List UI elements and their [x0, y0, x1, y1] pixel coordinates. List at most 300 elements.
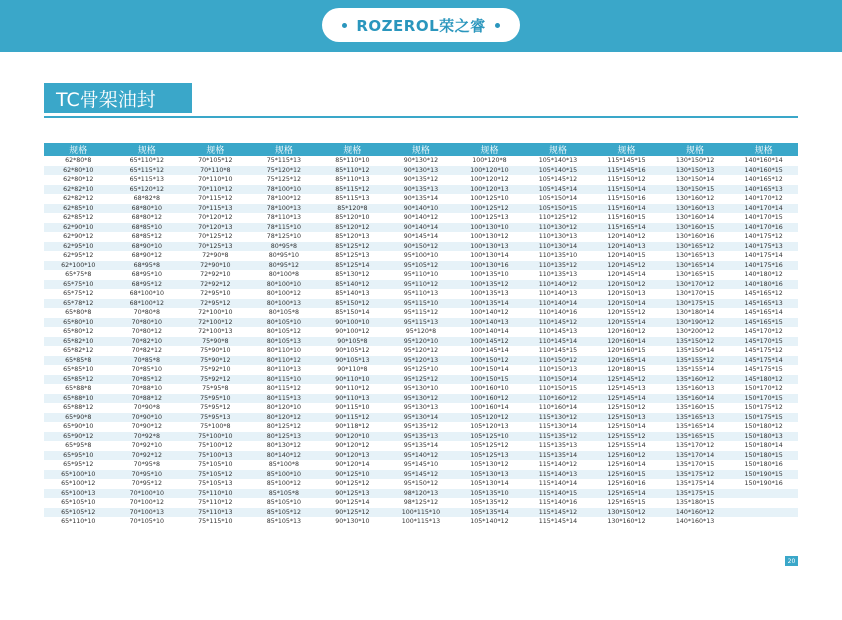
table-cell: 90*140*12 [403, 214, 439, 221]
table-cell: 85*125*12 [318, 242, 387, 252]
table-cell: 65*80*10 [44, 318, 113, 328]
table-cell: 120*165*14 [592, 356, 661, 366]
table-cell: 80*125*13 [250, 432, 319, 442]
table-cell: 110*145*12 [524, 318, 593, 328]
table-cell: 125*160*16 [607, 480, 646, 487]
table-cell: 90*125*10 [318, 470, 387, 480]
table-cell: 75*100*13 [181, 451, 250, 461]
table-cell: 110*140*14 [524, 299, 593, 309]
table-cell: 135*160*14 [661, 394, 730, 404]
table-cell: 68*95*8 [113, 261, 182, 271]
table-cell: 85*150*12 [318, 299, 387, 309]
table-cell: 105*125*12 [470, 442, 509, 449]
table-cell: 95*115*10 [387, 299, 456, 309]
table-cell: 70*92*10 [131, 442, 162, 449]
table-cell: 120*155*12 [607, 309, 646, 316]
table-cell: 130*200*12 [675, 328, 715, 335]
table-cell: 140*160*14 [744, 157, 783, 164]
table-cell: 65*110*12 [129, 157, 164, 164]
table-row [44, 460, 798, 470]
table-cell: 130*150*14 [675, 176, 715, 183]
table-cell: 95*120*13 [387, 356, 456, 366]
table-cell: 130*165*14 [661, 261, 730, 271]
table-cell: 80*110*13 [266, 366, 302, 373]
table-cell: 105*145*12 [538, 176, 578, 183]
table-cell: 110*150*13 [538, 366, 578, 373]
column-header: 规格 [592, 143, 661, 156]
table-cell: 70*105*12 [198, 157, 233, 164]
table-cell: 90*110*13 [318, 394, 387, 404]
table-cell: 110*150*15 [538, 385, 578, 392]
table-cell: 90*125*12 [335, 480, 370, 487]
table-cell: 115*140*16 [538, 499, 578, 506]
table-cell: 90*125*12 [318, 508, 387, 518]
table-row [44, 156, 798, 166]
table-row [44, 394, 798, 404]
table-cell: 65*88*8 [65, 385, 92, 392]
table-cell: 78*110*13 [266, 214, 302, 221]
table-cell: 135*175*15 [661, 489, 730, 499]
table-cell: 62*82*10 [44, 185, 113, 195]
table-cell: 100*140*13 [455, 318, 524, 328]
table-row [44, 498, 798, 508]
table-cell: 145*170*12 [744, 328, 783, 335]
table-cell: 70*80*10 [113, 318, 182, 328]
table-cell: 80*100*13 [250, 299, 319, 309]
table-cell: 115*140*15 [524, 489, 593, 499]
column-header: 规格 [318, 143, 387, 156]
table-cell [729, 489, 798, 499]
table-cell: 90*150*12 [387, 242, 456, 252]
table-row [44, 327, 798, 337]
table-cell: 125*155*12 [592, 432, 661, 442]
table-cell: 145*175*12 [744, 347, 783, 354]
table-row [44, 204, 798, 214]
table-cell: 85*120*12 [318, 223, 387, 233]
table-cell: 150*190*15 [729, 470, 798, 480]
table-cell: 80*100*8 [268, 271, 300, 278]
table-cell: 100*120*10 [455, 166, 524, 176]
table-row [44, 413, 798, 423]
column-header: 规格 [250, 143, 319, 156]
table-cell: 90*140*10 [387, 204, 456, 214]
table-cell: 135*165*13 [661, 413, 730, 423]
table-cell: 85*150*14 [335, 309, 370, 316]
table-cell: 78*125*10 [266, 233, 302, 240]
table-cell: 85*140*13 [335, 290, 370, 297]
table-cell: 115*145*16 [592, 166, 661, 176]
table-cell: 90*118*12 [335, 423, 370, 430]
column-header: 规格 [44, 143, 113, 156]
table-row [44, 375, 798, 385]
table-cell: 100*145*12 [455, 337, 524, 347]
table-cell: 70*85*10 [131, 366, 162, 373]
table-cell: 70*90*10 [113, 413, 182, 423]
table-cell: 115*150*12 [607, 176, 646, 183]
table-cell: 100*140*14 [470, 328, 509, 335]
table-cell: 110*130*13 [538, 233, 578, 240]
table-row [44, 403, 798, 413]
table-row [44, 451, 798, 461]
table-cell: 140*165*12 [744, 176, 783, 183]
table-cell: 65*120*12 [113, 185, 182, 195]
table-cell: 75*100*8 [200, 423, 231, 430]
table-cell: 110*140*16 [538, 309, 578, 316]
table-cell: 85*100*12 [266, 480, 302, 487]
table-cell: 100*130*12 [470, 233, 509, 240]
table-cell: 100*125*13 [470, 214, 509, 221]
table-cell: 65*82*10 [44, 337, 113, 347]
table-cell: 130*165*13 [675, 252, 715, 259]
table-cell: 100*125*10 [470, 195, 509, 202]
table-cell: 85*105*10 [266, 499, 302, 506]
table-cell: 125*160*15 [592, 470, 661, 480]
table-cell: 105*125*13 [455, 451, 524, 461]
table-cell: 145*165*15 [729, 318, 798, 328]
table-row [44, 337, 798, 347]
table-row [44, 365, 798, 375]
table-cell: 140*160*15 [729, 166, 798, 176]
column-header: 规格 [387, 143, 456, 156]
table-row [44, 470, 798, 480]
table-cell: 90*145*14 [403, 233, 439, 240]
table-cell: 150*180*13 [729, 432, 798, 442]
table-cell: 100*125*12 [455, 204, 524, 214]
table-cell: 70*95*12 [131, 480, 162, 487]
table-cell: 70*92*8 [113, 432, 182, 442]
table-cell: 68*85*10 [113, 223, 182, 233]
table-cell: 72*92*10 [200, 271, 231, 278]
table-cell: 145*175*14 [729, 356, 798, 366]
table-cell: 75*115*13 [266, 157, 302, 164]
table-cell: 80*120*10 [266, 404, 302, 411]
table-cell: 135*165*15 [661, 432, 730, 442]
table-cell: 140*160*13 [675, 518, 715, 525]
table-cell: 80*125*12 [266, 423, 302, 430]
table-cell: 90*130*10 [335, 518, 370, 525]
table-cell: 70*88*12 [113, 394, 182, 404]
table-cell: 95*150*12 [403, 480, 439, 487]
table-cell: 62*80*12 [63, 176, 94, 183]
table-cell: 105*130*14 [470, 480, 509, 487]
table-cell: 130*160*13 [661, 204, 730, 214]
table-cell: 68*95*12 [113, 280, 182, 290]
table-cell: 65*115*12 [113, 166, 182, 176]
table-cell: 85*115*13 [335, 195, 370, 202]
table-cell: 145*180*12 [729, 375, 798, 385]
table-cell: 110*135*13 [538, 271, 578, 278]
table-cell: 80*95*12 [250, 261, 319, 271]
table-cell: 120*160*15 [607, 347, 646, 354]
table-cell: 95*130*10 [403, 385, 439, 392]
table-cell: 90*120*10 [318, 432, 387, 442]
table-cell: 70*100*13 [113, 508, 182, 518]
table-cell: 130*150*12 [675, 157, 715, 164]
table-cell: 72*100*13 [198, 328, 233, 335]
table-cell: 70*95*8 [133, 461, 160, 468]
table-cell: 150*180*12 [744, 423, 783, 430]
table-cell: 100*115*13 [401, 518, 441, 525]
table-cell: 115*145*12 [524, 508, 593, 518]
table-cell: 80*120*12 [250, 413, 319, 423]
table-cell: 90*120*12 [335, 442, 370, 449]
table-cell: 130*170*12 [661, 280, 730, 290]
table-cell: 62*82*12 [63, 195, 94, 202]
table-row [44, 289, 798, 299]
table-cell: 110*130*12 [524, 223, 593, 233]
table-cell: 105*150*14 [538, 195, 578, 202]
table-cell: 65*90*8 [44, 413, 113, 423]
table-cell: 105*150*15 [524, 204, 593, 214]
table-row [44, 223, 798, 233]
table-row [44, 175, 798, 185]
table-cell: 95*135*12 [403, 423, 439, 430]
table-cell: 100*135*12 [455, 280, 524, 290]
table-cell: 65*100*13 [44, 489, 113, 499]
table-cell: 135*180*15 [675, 499, 715, 506]
section-title-text: TC骨架油封 [56, 88, 156, 111]
table-cell: 135*155*12 [661, 356, 730, 366]
table-cell: 95*120*8 [405, 328, 437, 335]
table-cell: 100*130*10 [455, 223, 524, 233]
table-cell: 65*105*12 [44, 508, 113, 518]
table-cell: 70*115*12 [198, 195, 233, 202]
table-cell: 140*175*14 [744, 252, 783, 259]
table-cell: 65*95*8 [65, 442, 92, 449]
table-cell: 140*170*14 [729, 204, 798, 214]
table-cell: 115*140*14 [538, 480, 578, 487]
table-cell: 120*160*12 [607, 328, 646, 335]
table-cell: 80*140*12 [250, 451, 319, 461]
table-cell: 100*130*16 [455, 261, 524, 271]
table-cell: 98*125*12 [403, 499, 439, 506]
table-cell: 140*180*16 [729, 280, 798, 290]
column-header: 规格 [524, 143, 593, 156]
table-row [44, 356, 798, 366]
table-cell: 90*115*10 [335, 404, 370, 411]
bullet-dot-icon [342, 23, 347, 28]
table-row [44, 489, 798, 499]
table-cell: 135*150*14 [675, 347, 715, 354]
table-cell: 62*80*10 [44, 166, 113, 176]
table-cell: 70*90*12 [131, 423, 162, 430]
table-cell: 150*170*15 [729, 394, 798, 404]
table-cell: 140*175*16 [729, 261, 798, 271]
table-cell: 70*88*10 [131, 385, 162, 392]
table-cell: 68*90*12 [131, 252, 162, 259]
table-cell: 62*80*8 [65, 157, 92, 164]
table-cell: 70*95*10 [113, 470, 182, 480]
table-cell: 100*150*15 [455, 375, 524, 385]
table-cell: 95*130*13 [403, 404, 439, 411]
table-cell: 85*130*12 [335, 271, 370, 278]
table-cell: 65*80*12 [63, 328, 94, 335]
table-cell: 62*95*10 [44, 242, 113, 252]
table-row [44, 185, 798, 195]
table-cell: 70*120*12 [198, 214, 233, 221]
column-header: 规格 [113, 143, 182, 156]
table-cell: 62*85*12 [63, 214, 94, 221]
table-cell: 100*160*10 [470, 385, 509, 392]
table-row [44, 166, 798, 176]
table-row [44, 242, 798, 252]
table-cell: 115*145*15 [607, 157, 646, 164]
table-cell: 130*160*14 [675, 214, 715, 221]
table-cell: 90*110*8 [337, 366, 368, 373]
table-cell: 90*100*12 [335, 328, 370, 335]
table-cell: 65*90*12 [44, 432, 113, 442]
table-cell: 85*105*12 [250, 508, 319, 518]
table-cell: 115*150*14 [592, 185, 661, 195]
table-cell: 105*125*10 [455, 432, 524, 442]
table-cell: 110*135*12 [524, 261, 593, 271]
table-cell: 145*170*15 [729, 337, 798, 347]
table-cell: 95*120*12 [403, 347, 439, 354]
column-header: 规格 [181, 143, 250, 156]
table-cell: 90*120*13 [318, 451, 387, 461]
table-cell: 135*150*12 [661, 337, 730, 347]
table-cell: 70*110*12 [181, 185, 250, 195]
table-cell: 65*75*10 [44, 280, 113, 290]
table-cell: 65*95*12 [63, 461, 94, 468]
table-cell: 105*130*12 [470, 461, 509, 468]
table-cell: 145*165*14 [744, 309, 783, 316]
table-row [44, 517, 798, 527]
table-cell: 70*120*13 [181, 223, 250, 233]
table-row [44, 213, 798, 223]
table-cell: 95*110*12 [387, 280, 456, 290]
table-cell: 115*130*14 [538, 423, 578, 430]
table-cell: 110*150*12 [524, 356, 593, 366]
table-cell: 105*135*12 [470, 499, 509, 506]
table-cell: 110*145*14 [524, 337, 593, 347]
table-cell: 75*95*13 [181, 413, 250, 423]
table-cell: 140*165*13 [729, 185, 798, 195]
table-row [44, 270, 798, 280]
table-cell: 120*150*12 [592, 280, 661, 290]
table-cell: 80*105*10 [250, 318, 319, 328]
table-cell: 110*145*15 [538, 347, 578, 354]
table-cell: 115*130*12 [524, 413, 593, 423]
table-cell: 65*88*12 [63, 404, 94, 411]
table-cell: 90*125*14 [335, 499, 370, 506]
table-cell: 125*145*14 [592, 394, 661, 404]
table-cell: 62*95*12 [63, 252, 94, 259]
table-cell: 75*100*12 [198, 442, 233, 449]
table-row [44, 432, 798, 442]
table-cell: 85*100*8 [268, 461, 300, 468]
table-row [44, 384, 798, 394]
table-cell: 95*115*13 [387, 318, 456, 328]
table-cell: 100*150*12 [455, 356, 524, 366]
table-cell: 145*165*13 [729, 299, 798, 309]
table-cell: 115*145*14 [538, 518, 578, 525]
table-row [44, 318, 798, 328]
table-cell: 125*160*12 [592, 451, 661, 461]
table-cell: 105*120*12 [455, 413, 524, 423]
table-cell: 140*175*13 [729, 242, 798, 252]
table-cell: 70*125*13 [181, 242, 250, 252]
table-cell: 110*125*12 [538, 214, 578, 221]
table-cell: 135*175*14 [675, 480, 715, 487]
table-cell: 70*100*10 [113, 489, 182, 499]
table-cell: 130*165*15 [675, 271, 715, 278]
table-cell: 95*125*12 [387, 375, 456, 385]
table-cell: 80*130*12 [266, 442, 302, 449]
table-cell: 115*135*12 [524, 432, 593, 442]
table-cell: 95*125*10 [403, 366, 439, 373]
table-cell: 130*165*12 [661, 242, 730, 252]
table-cell: 105*120*13 [470, 423, 509, 430]
brand-pill [322, 8, 520, 42]
table-cell: 85*120*13 [335, 233, 370, 240]
table-cell: 68*85*12 [131, 233, 162, 240]
table-cell: 130*175*15 [661, 299, 730, 309]
table-cell: 115*160*15 [607, 214, 646, 221]
table-cell: 115*160*14 [592, 204, 661, 214]
table-cell: 65*115*13 [129, 176, 164, 183]
table-cell: 120*140*15 [607, 252, 646, 259]
table-row [44, 308, 798, 318]
table-cell: 68*95*10 [131, 271, 162, 278]
table-cell: 65*95*10 [44, 451, 113, 461]
table-cell: 140*160*12 [661, 508, 730, 518]
column-header: 规格 [661, 143, 730, 156]
table-cell: 95*115*12 [403, 309, 439, 316]
column-header: 规格 [729, 143, 798, 156]
table-cell: 72*100*12 [181, 318, 250, 328]
table-cell: 90*130*13 [387, 166, 456, 176]
table-cell: 115*140*12 [538, 461, 578, 468]
table-cell: 90*105*13 [318, 356, 387, 366]
table-cell [729, 498, 798, 508]
table-cell: 120*145*14 [607, 271, 646, 278]
table-cell: 78*100*13 [250, 204, 319, 214]
table-cell: 135*160*13 [675, 385, 715, 392]
table-cell: 120*155*14 [592, 318, 661, 328]
table-cell: 95*105*12 [387, 261, 456, 271]
table-cell: 115*165*14 [592, 223, 661, 233]
table-cell: 75*105*13 [198, 480, 233, 487]
table-cell: 110*140*12 [524, 280, 593, 290]
table-cell: 78*100*12 [266, 195, 302, 202]
table-cell: 130*180*14 [675, 309, 715, 316]
table-cell: 90*110*10 [318, 375, 387, 385]
table-row [44, 280, 798, 290]
table-cell: 115*135*13 [538, 442, 578, 449]
table-cell: 150*170*12 [744, 385, 783, 392]
table-cell: 85*110*10 [335, 157, 370, 164]
table-cell [729, 517, 798, 527]
table-cell: 72*100*10 [198, 309, 233, 316]
spec-table [44, 143, 798, 527]
table-cell: 110*135*10 [538, 252, 578, 259]
table-cell: 70*110*10 [198, 176, 233, 183]
table-cell: 145*165*12 [744, 290, 783, 297]
table-cell: 90*135*14 [403, 195, 439, 202]
table-cell: 75*95*8 [202, 385, 229, 392]
table-cell: 65*75*8 [65, 271, 92, 278]
table-cell: 110*140*13 [538, 290, 578, 297]
table-cell: 150*175*15 [729, 413, 798, 423]
table-cell: 100*160*12 [455, 394, 524, 404]
table-cell: 65*85*12 [44, 375, 113, 385]
table-cell: 70*105*10 [129, 518, 164, 525]
table-cell: 70*82*10 [113, 337, 182, 347]
table-cell: 110*150*14 [524, 375, 593, 385]
title-underline [44, 116, 798, 118]
table-cell: 150*175*12 [744, 404, 783, 411]
